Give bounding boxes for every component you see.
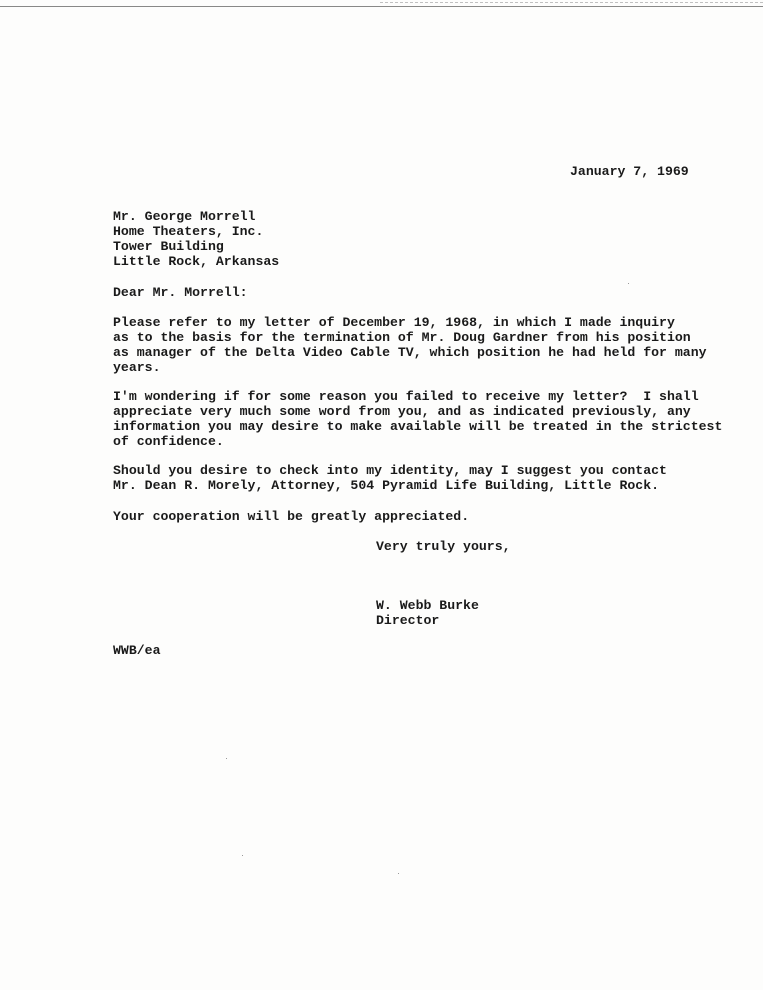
- signer-name: W. Webb Burke: [376, 598, 479, 613]
- address-line-2: Home Theaters, Inc.: [113, 224, 264, 239]
- paragraph-3-line-1: Should you desire to check into my identity, may I suggest you contact: [113, 463, 667, 478]
- reference-initials: WWB/ea: [113, 643, 161, 658]
- salutation: Dear Mr. Morrell:: [113, 285, 248, 300]
- paragraph-3-line-2: Mr. Dean R. Morely, Attorney, 504 Pyramid Life Building, Little Rock.: [113, 478, 660, 493]
- top-rule: [0, 6, 763, 7]
- scan-speck: [628, 283, 629, 284]
- paragraph-1-line-4: years.: [113, 360, 161, 375]
- paragraph-1-line-3: as manager of the Delta Video Cable TV, which position he had held for many: [113, 345, 707, 360]
- paragraph-2-line-3: information you may desire to make available will be treated in the strictest: [113, 419, 723, 434]
- paragraph-2-line-2: appreciate very much some word from you, and as indicated previously, any: [113, 404, 691, 419]
- top-rule-faint: [380, 2, 763, 6]
- address-line-4: Little Rock, Arkansas: [113, 254, 280, 269]
- scan-speck: [398, 873, 399, 874]
- paragraph-1-line-1: Please refer to my letter of December 19, 1968, in which I made inquiry: [113, 315, 675, 330]
- address-line-1: Mr. George Morrell: [113, 209, 256, 224]
- paragraph-2-line-4: of confidence.: [113, 434, 224, 449]
- letter-date: January 7, 1969: [570, 164, 689, 179]
- paragraph-4-line-1: Your cooperation will be greatly appreciated.: [113, 509, 470, 524]
- signer-title: Director: [376, 613, 440, 628]
- paragraph-1-line-2: as to the basis for the termination of Mr. Doug Gardner from his position: [113, 330, 691, 345]
- paragraph-2-line-1: I'm wondering if for some reason you failed to receive my letter? I shall: [113, 389, 699, 404]
- complimentary-close: Very truly yours,: [376, 539, 511, 554]
- address-line-3: Tower Building: [113, 239, 224, 254]
- scan-speck: [226, 758, 227, 759]
- scan-speck: [242, 855, 243, 856]
